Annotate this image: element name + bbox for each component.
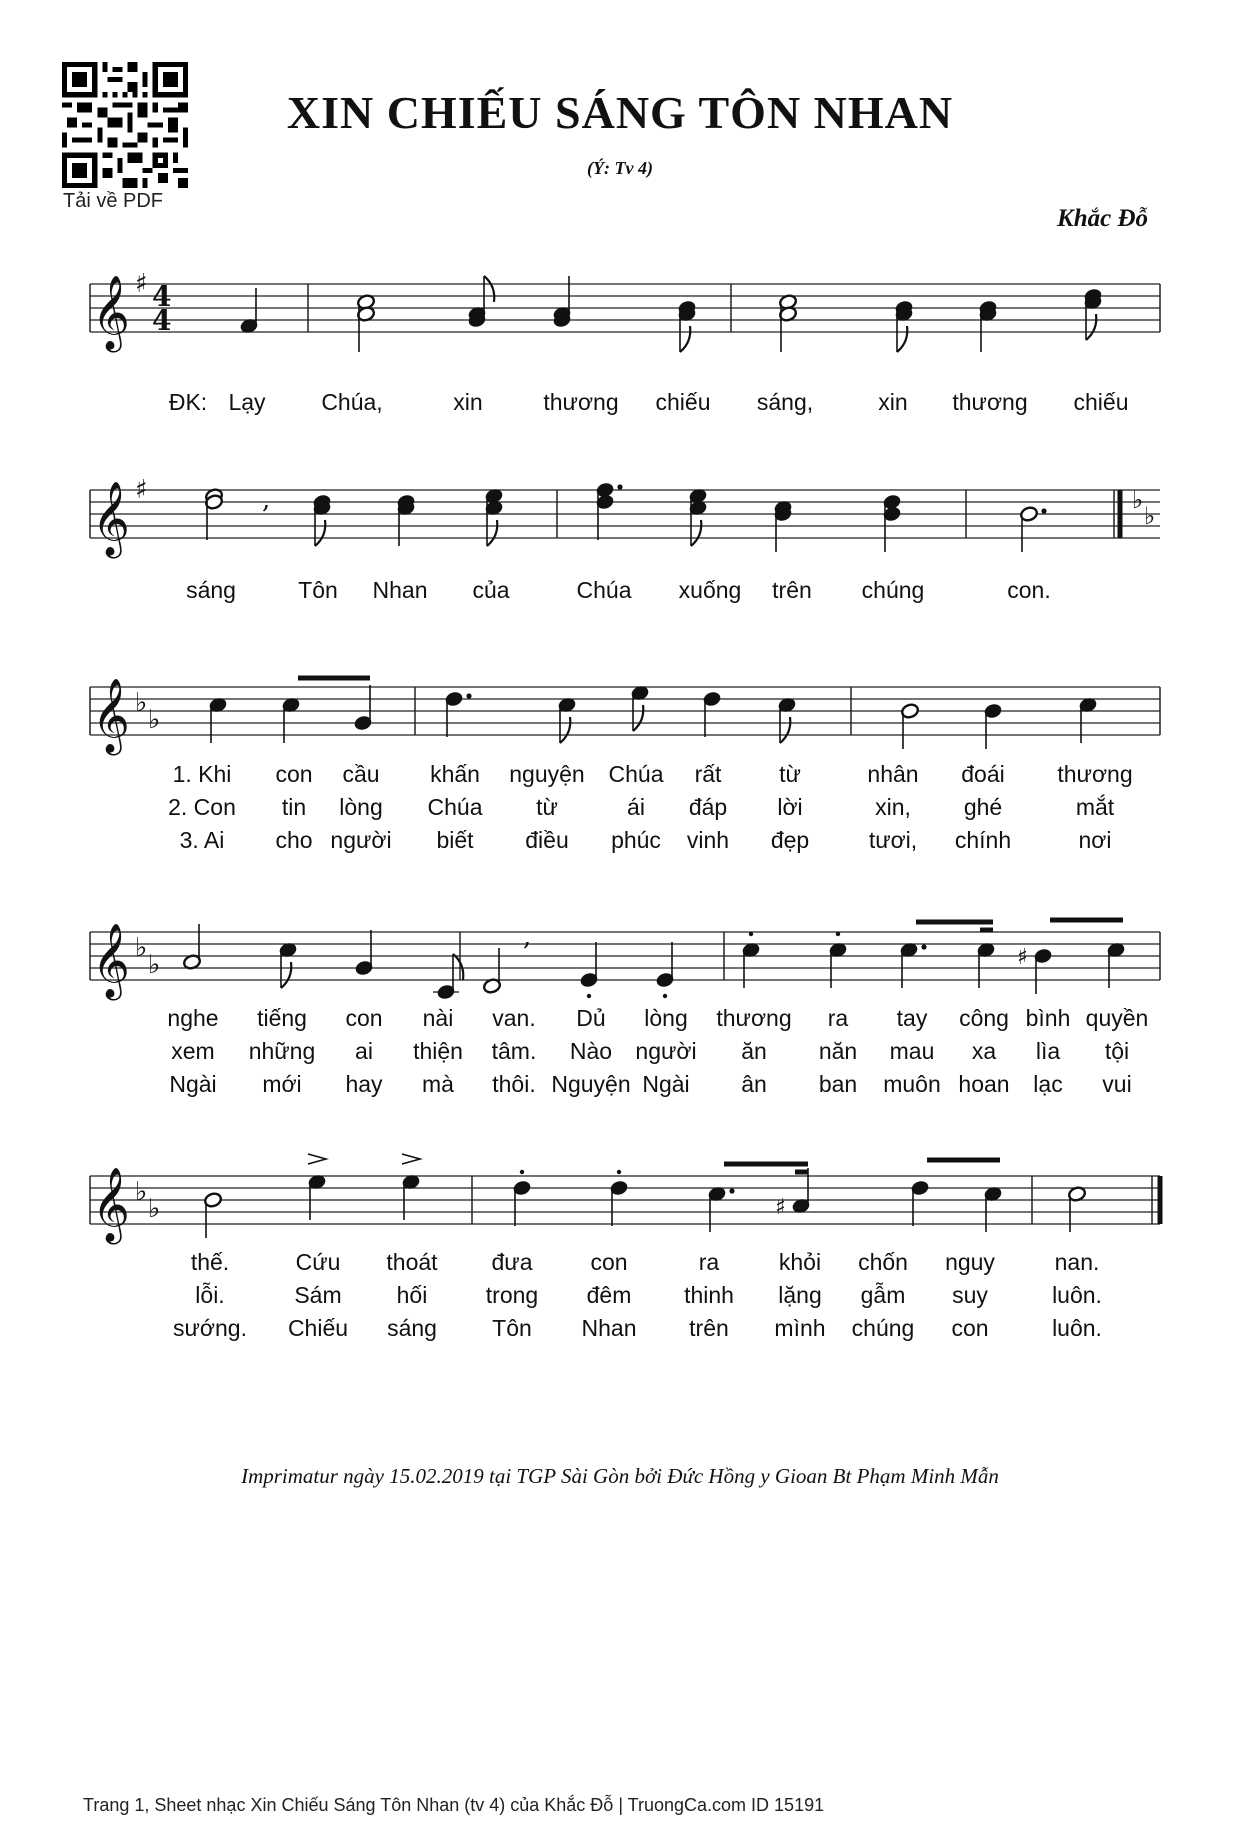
lyric-syllable: hay [345,1071,383,1097]
lyric-syllable: điều [525,827,569,853]
flat-icon: ♭ [148,705,161,735]
lyric-syllable: lòng [339,794,383,820]
lyric-syllable: muôn [883,1071,941,1097]
treble-clef-icon: 𝄞 [92,482,130,556]
lyric-syllable: ban [818,1071,858,1097]
lyric-syllable: công [959,1005,1009,1031]
flat-icon: ♭ [1144,502,1156,530]
note-flag [484,276,494,302]
note-flag [897,326,907,352]
accent-mark [308,1154,326,1164]
lyric-syllable: đêm [586,1282,632,1308]
lyric-syllable: con [345,1005,383,1031]
note-flag [780,717,790,743]
lyric-syllable: con [590,1249,628,1275]
lyric-syllable: Chúa [427,794,483,820]
lyric-syllable: ghé [963,794,1003,820]
lyric-syllable: chiếu [655,389,711,415]
lyric-syllable: gẫm [860,1282,906,1308]
lyric-syllable: van. [492,1005,536,1031]
sharp-icon: ♯ [775,1195,786,1220]
lyric-syllable: tâm. [491,1038,537,1064]
sharp-icon: ♯ [135,269,148,299]
lyric-syllable: con [275,761,313,787]
staccato-dot [836,932,840,936]
lyric-syllable: nơi [1078,827,1112,853]
lyric-syllable: ăn [741,1038,767,1064]
lyric-syllable: sáng, [756,389,814,415]
lyric-syllable: Chúa [608,761,664,787]
lyric-syllable: ra [698,1249,720,1275]
lyric-syllable: khỏi [778,1249,822,1275]
lyric-syllable: lời [777,794,803,820]
lyric-syllable: thương [543,389,619,415]
breath-mark: , [523,922,532,952]
composer-name: Khắc Đỗ [1057,205,1148,232]
lyric-syllable: chính [954,827,1012,853]
augmentation-dot [921,944,926,949]
lyric-syllable: Lạy [228,389,266,415]
flat-icon: ♭ [148,1194,161,1224]
lyric-syllable: Chiếu [287,1315,349,1341]
flat-icon: ♭ [135,933,148,963]
augmentation-dot [617,484,622,489]
lyric-syllable: người [330,827,392,853]
staccato-dot [520,1170,524,1174]
lyric-syllable: trong [485,1282,539,1308]
lyric-syllable: thinh [684,1282,734,1308]
lyric-syllable: sáng [186,577,236,603]
staccato-dot [617,1170,621,1174]
lyric-syllable: con. [1007,577,1051,603]
note-flag [453,954,463,980]
page-footer: Trang 1, Sheet nhạc Xin Chiếu Sáng Tôn Nhan (tv 4) của Khắc Đỗ | TruongCa.com ID 15191 [83,1795,825,1815]
lyric-syllable: từ [779,761,801,787]
lyric-syllable: tin [281,794,307,820]
lyric-syllable: đoái [961,761,1005,787]
augmentation-dot [466,693,471,698]
lyric-syllable: nài [422,1005,454,1031]
lyric-syllable: con [951,1315,989,1341]
lyric-syllable: hối [396,1282,428,1308]
lyric-syllable: 3. Ai [179,827,225,853]
treble-clef-icon: 𝄞 [92,924,130,998]
lyric-syllable: của [472,577,510,603]
lyric-syllable: Chúa [576,577,632,603]
augmentation-dot [729,1188,734,1193]
lyric-syllable: ái [627,794,645,820]
lyric-syllable: Dủ [576,1005,606,1031]
lyric-syllable: ra [827,1005,849,1031]
lyric-syllable: mà [422,1071,454,1097]
imprimatur-note: Imprimatur ngày 15.02.2019 tại TGP Sài Gòn bởi Đức Hồng y Gioan Bt Phạm Minh Mẫn [241,1464,999,1488]
lyric-syllable: Tôn [492,1315,532,1341]
lyric-syllable: xa [971,1038,997,1064]
lyric-syllable: thoát [386,1249,438,1275]
staccato-dot [749,932,753,936]
lyric-syllable: tay [896,1005,928,1031]
lyric-syllable: nhân [867,761,919,787]
lyric-syllable: trên [689,1315,729,1341]
flat-icon: ♭ [1132,486,1144,514]
staccato-dot [587,994,591,998]
lyric-syllable: ai [355,1038,373,1064]
lyric-syllable: tiếng [257,1005,307,1031]
lyric-syllable: cầu [342,761,380,787]
lyric-syllable: thôi. [492,1071,536,1097]
lyric-syllable: Ngài [169,1071,217,1097]
lyric-syllable: xuống [678,577,742,603]
note-flag [680,326,690,352]
lyric-syllable: xem [171,1038,215,1064]
lyric-syllable: quyền [1085,1005,1149,1031]
lyric-syllable: lìa [1035,1038,1061,1064]
flat-icon: ♭ [135,688,148,718]
lyric-syllable: sáng [387,1315,437,1341]
lyric-syllable: người [635,1038,697,1064]
lyric-syllable: ân [741,1071,767,1097]
lyric-syllable: tươi, [868,827,918,853]
note-flag [281,962,291,988]
lyric-syllable: xin [453,389,483,415]
lyric-syllable: xin, [875,794,911,820]
note-flag [487,520,497,546]
lyric-syllable: bình [1025,1005,1071,1031]
lyric-syllable: chúng [851,1315,915,1341]
lyric-syllable: Ngài [642,1071,690,1097]
lyric-syllable: lạc [1033,1071,1063,1097]
lyric-syllable: đưa [491,1249,533,1275]
note-flag [1086,314,1096,340]
lyric-syllable: chiếu [1073,389,1129,415]
lyric-syllable: sướng. [173,1315,247,1341]
lyric-syllable: thế. [190,1249,230,1275]
note-flag [691,520,701,546]
lyric-syllable: mình [774,1315,826,1341]
lyric-syllable: đáp [688,794,728,820]
lyric-syllable: Nguyện [551,1071,631,1097]
flat-icon: ♭ [135,1177,148,1207]
lyric-syllable: vui [1102,1071,1132,1097]
flat-icon: ♭ [148,950,161,980]
lyric-syllable: mới [262,1071,302,1097]
lyric-syllable: mau [889,1038,935,1064]
lyric-syllable: biết [436,827,474,853]
lyric-syllable: vinh [686,827,730,853]
lyric-syllable: năn [818,1038,858,1064]
lyric-syllable: từ [536,794,558,820]
lyric-syllable: Nhan [581,1315,637,1341]
time-signature-bottom: 4 [152,304,172,337]
sharp-icon: ♯ [1017,945,1028,970]
lyric-syllable: nguy [945,1249,995,1275]
lyric-syllable: suy [952,1282,988,1308]
lyric-syllable: phúc [611,827,661,853]
lyric-syllable: những [248,1038,316,1064]
lyric-syllable: lỗi. [195,1282,225,1308]
lyric-syllable: thiện [413,1038,463,1064]
augmentation-dot [1041,508,1046,513]
treble-clef-icon: 𝄞 [92,1168,130,1242]
lyric-syllable: luôn. [1052,1282,1102,1308]
treble-clef-icon: 𝄞 [92,679,130,753]
breath-mark: , [262,485,271,515]
lyric-syllable: nan. [1054,1249,1100,1275]
lyric-syllable: 2. Con [168,794,236,820]
treble-clef-icon: 𝄞 [92,276,130,350]
lyric-syllable: Cứu [295,1249,341,1275]
note-flag [633,705,643,731]
lyric-syllable: Nào [569,1038,613,1064]
lyric-syllable: chốn [858,1249,908,1275]
accent-mark [402,1154,420,1164]
lyric-syllable: trên [772,577,812,603]
download-pdf-link[interactable]: Tải về PDF [63,190,164,212]
sharp-icon: ♯ [135,475,148,505]
lyric-syllable: ĐK: [168,389,208,415]
lyric-syllable: luôn. [1052,1315,1102,1341]
lyric-syllable: nghe [167,1005,219,1031]
lyric-syllable: xin [878,389,908,415]
song-title: XIN CHIẾU SÁNG TÔN NHAN [286,87,954,138]
note-flag [560,717,570,743]
lyric-syllable: Nhan [372,577,428,603]
lyric-syllable: 1. Khi [172,761,232,787]
lyric-syllable: chúng [861,577,925,603]
lyric-syllable: Tôn [298,577,338,603]
lyric-syllable: khấn [430,761,480,787]
lyric-syllable: cho [275,827,313,853]
lyric-syllable: thương [1057,761,1133,787]
note-flag [315,520,325,546]
lyric-syllable: đẹp [770,827,810,853]
lyric-syllable: hoan [958,1071,1010,1097]
lyric-syllable: Chúa, [321,389,383,415]
lyric-syllable: tội [1104,1038,1130,1064]
lyric-syllable: mắt [1075,794,1115,820]
staccato-dot [663,994,667,998]
time-signature-top: 4 [152,280,172,313]
lyric-syllable: nguyện [509,761,585,787]
lyric-syllable: Sám [294,1282,342,1308]
lyric-syllable: thương [952,389,1028,415]
song-subtitle: (Ý: Tv 4) [587,158,653,178]
lyric-syllable: thương [716,1005,792,1031]
lyric-syllable: rất [694,761,722,787]
lyric-syllable: lòng [644,1005,688,1031]
lyric-syllable: lặng [778,1282,822,1308]
